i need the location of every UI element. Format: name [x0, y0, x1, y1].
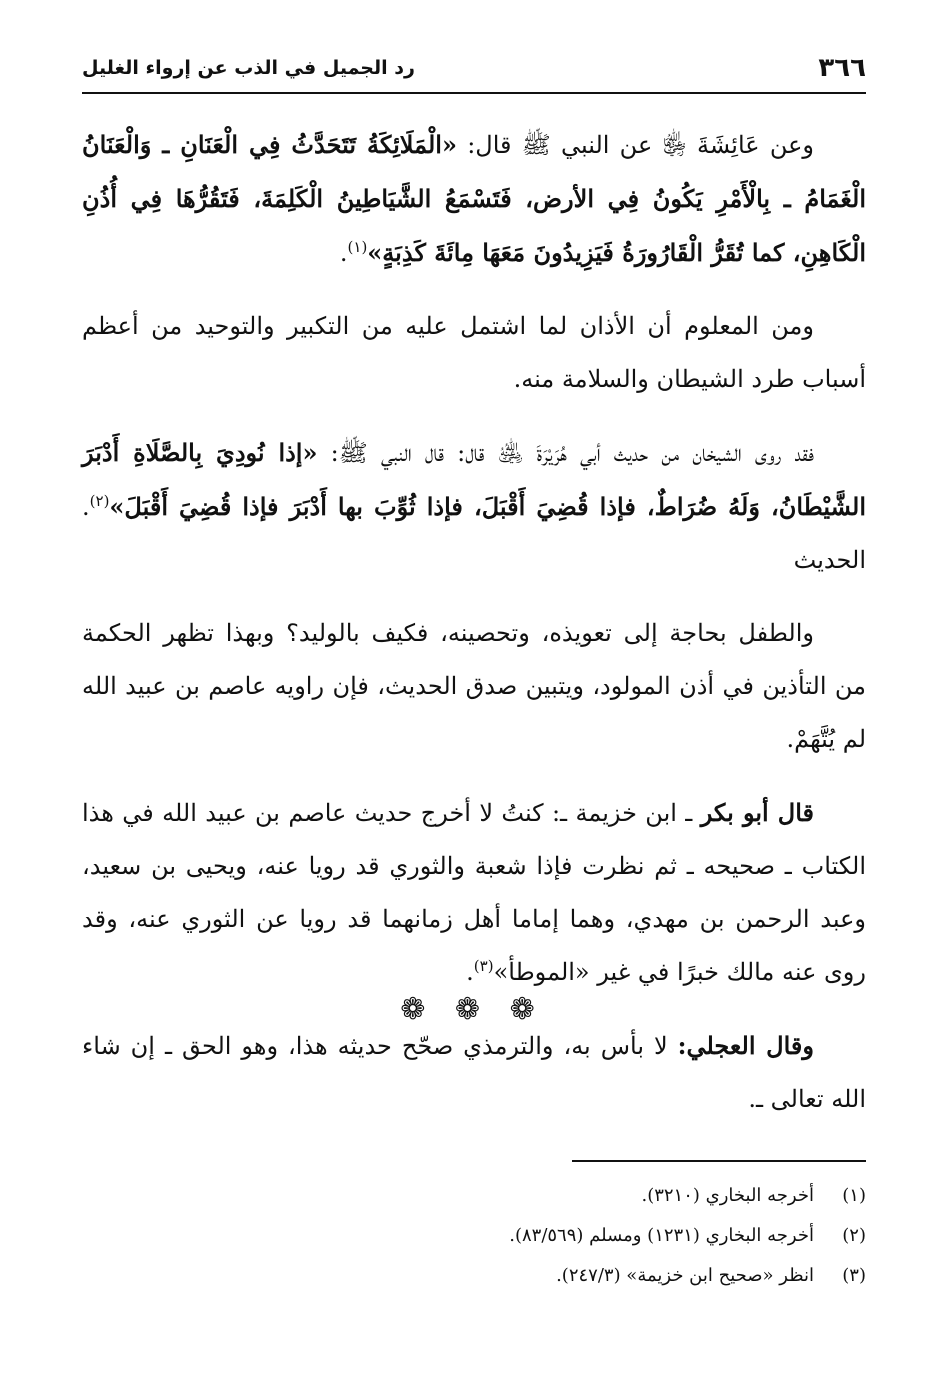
paragraph-text: لا بأس به، والترمذي صحّح حديثه هذا، وهو الحق ـ إن شاء الله تعالى ـ.	[82, 1032, 866, 1113]
paragraph-child	[82, 607, 866, 766]
page-header	[82, 44, 866, 94]
hadith-quote: «الْمَلَائِكَةُ تَتَحَدَّثُ فِي الْعَنَانِ ـ وَالْعَنَانُ الْغَمَامُ ـ بِالْأَمْرِ يَكُونُ فِي الأرض، فَتَسْمَعُ الشَّيَاطِينُ الْكَلِمَةَ، فَتَقُرُّهَا فِي أُذُنِ الْكَاهِنِ، كما تُقَرُّ الْقَارُورَةُ فَيَزِيدُونَ مَعَهَا مِائَةَ كَذِبَةٍ»	[82, 130, 866, 267]
paragraph-end: . الحديث	[82, 493, 866, 574]
footnote-divider	[572, 1160, 866, 1162]
page-number: ٣٦٦	[818, 53, 866, 83]
paragraph-end: .	[466, 958, 474, 986]
section-separator-ornament: ❁ ❁ ❁	[400, 992, 545, 1027]
paragraph-adhan	[82, 300, 866, 406]
footnote-item	[82, 1216, 866, 1256]
paragraph-ibn-khuzayma	[82, 786, 866, 999]
footnote-text: أخرجه البخاري (٣٢١٠).	[641, 1185, 814, 1206]
paragraph-ijli	[82, 1019, 866, 1126]
paragraph-end: .	[339, 239, 348, 267]
footnote-number: (١)	[842, 1185, 866, 1206]
running-title: رد الجميل في الذب عن إرواء الغليل	[82, 57, 415, 79]
paragraph-lead: قال أبو بكر	[700, 798, 815, 827]
footnote-number: (٣)	[842, 1265, 866, 1286]
paragraph-text: ومن المعلوم أن الأذان لما اشتمل عليه من التكبير والتوحيد من أعظم أسباب طرد الشيطان والسلامة منه.	[82, 312, 866, 393]
footnotes	[82, 1176, 866, 1296]
footnote-text: انظر «صحيح ابن خزيمة» (٢٤٧/٣).	[556, 1265, 814, 1286]
paragraph-text: والطفل بحاجة إلى تعويذه، وتحصينه، فكيف بالوليد؟ وبهذا تظهر الحكمة من التأذين في أذن المولود، ويتبين صدق الحديث، فإن راويه عاصم بن عبيد الله لم يُتَّهَمْ.	[82, 619, 867, 753]
paragraph-aisha-hadith	[82, 118, 866, 280]
paragraph-lead: وقال العجلي:	[677, 1031, 814, 1060]
paragraph-abu-hurayra-hadith	[82, 426, 866, 587]
footnote-item	[82, 1256, 866, 1296]
paragraph-intro: فقد روى الشيخان من حديث أبي هُرَيْرَةَ ﵁ قال: قال النبي ﷺ:	[317, 439, 814, 467]
paragraph-intro: وعن عَائِشَةَ ﵂ عن النبي ﷺ قال:	[456, 131, 814, 159]
footnote-text: أخرجه البخاري (١٢٣١) ومسلم (٨٣/٥٦٩).	[509, 1225, 814, 1246]
footnote-item	[82, 1176, 866, 1216]
footnote-ref-2[interactable]: (٢)	[89, 492, 110, 510]
paragraph-text: ـ ابن خزيمة ـ: كنتُ لا أخرج حديث عاصم بن عبيد الله في هذا الكتاب ـ صحيحه ـ ثم نظرت فإذا شعبة والثوري قد رويا عنه، ويحيى بن سعيد، وعبد الرحمن بن مهدي، وهما إماما أهل زمانهما قد رويا عن الثوري عنه، وقد روى عنه مالك خبرًا في غير «الموطأ»	[82, 799, 866, 986]
hadith-quote: «إذا نُودِيَ بِالصَّلَاةِ أَدْبَرَ الشَّيْطَانُ، وَلَهُ ضُرَاطٌ، فإذا قُضِيَ أَقْبَلَ، فإذا ثُوِّبَ بها أَدْبَرَ فإذا قُضِيَ أَقْبَلَ»	[82, 438, 866, 521]
footnote-number: (٢)	[842, 1225, 866, 1246]
footnote-ref-1[interactable]: (١)	[347, 238, 368, 256]
footnote-ref-3[interactable]: (٣)	[473, 957, 494, 975]
